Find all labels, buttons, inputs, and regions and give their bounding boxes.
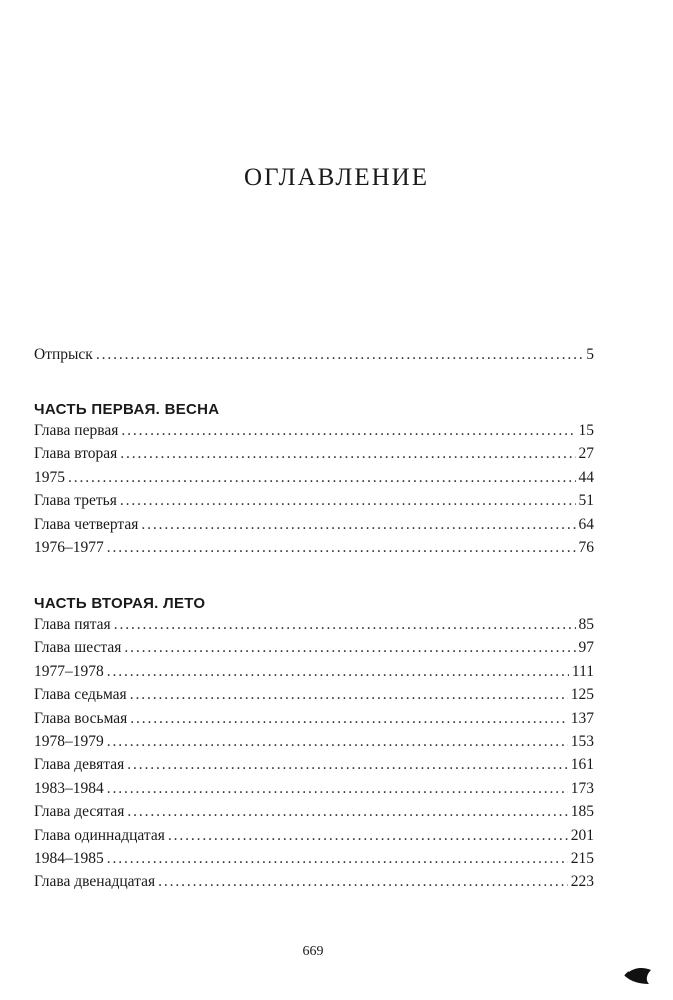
toc-entry[interactable]: [34, 346, 594, 369]
toc-entry-page: 125: [570, 686, 594, 704]
toc-entry-title: 1978–1979: [34, 732, 104, 750]
toc-entry-page: 97: [578, 639, 594, 657]
dot-leader: [168, 827, 568, 845]
toc-intro-section: [34, 346, 594, 369]
toc-entry-page: 64: [578, 515, 594, 533]
dot-leader: [158, 873, 568, 891]
toc-entry-page: 51: [578, 492, 594, 510]
toc-entry[interactable]: [34, 469, 594, 492]
page-curl-icon[interactable]: [623, 964, 653, 986]
toc-entry[interactable]: [34, 516, 594, 539]
page-title: ОГЛАВЛЕНИЕ: [244, 164, 429, 191]
toc-entry[interactable]: [34, 686, 594, 709]
toc-entry-page: 27: [578, 445, 594, 463]
toc-entry[interactable]: [34, 780, 594, 803]
dot-leader: [130, 686, 568, 704]
dot-leader: [107, 850, 568, 868]
toc-entry-page: 44: [578, 468, 594, 486]
toc-entry-page: 5: [586, 346, 594, 363]
toc-entry-title: Глава восьмая: [34, 709, 128, 727]
dot-leader: [114, 616, 576, 634]
toc-entry[interactable]: [34, 850, 594, 873]
toc-entry-title: Глава девятая: [34, 756, 125, 774]
toc-entry[interactable]: [34, 539, 594, 562]
toc-part-one: [34, 398, 594, 562]
toc-entry-title: Глава первая: [34, 422, 119, 439]
toc-entry[interactable]: [34, 445, 594, 468]
toc-entry-page: 111: [571, 662, 594, 680]
toc-entry[interactable]: [34, 873, 594, 896]
toc-entry-page: 161: [570, 756, 594, 774]
toc-entry-title: 1975: [34, 468, 65, 486]
toc-entry[interactable]: [34, 803, 594, 826]
toc-entry-page: 153: [570, 732, 594, 750]
dot-leader: [124, 639, 575, 657]
toc-entry-title: 1976–1977: [34, 538, 104, 556]
toc-entry-title: Глава седьмая: [34, 686, 127, 704]
dot-leader: [141, 516, 575, 534]
page-number: 669: [302, 944, 324, 959]
part-heading: ЧАСТЬ ПЕРВАЯ. ВЕСНА: [34, 401, 220, 418]
dot-leader: [68, 469, 576, 487]
toc-entry[interactable]: [34, 756, 594, 779]
toc-entry-title: Глава двенадцатая: [34, 873, 156, 891]
part-heading: ЧАСТЬ ВТОРАЯ. ЛЕТО: [34, 595, 206, 612]
dot-leader: [96, 346, 583, 364]
toc-entry[interactable]: [34, 710, 594, 733]
dot-leader: [107, 539, 576, 557]
toc-entry-page: 137: [570, 709, 594, 727]
dot-leader: [121, 422, 575, 440]
toc-entry[interactable]: [34, 827, 594, 850]
toc-entry-title: 1983–1984: [34, 779, 104, 797]
toc-entry-title: Глава вторая: [34, 445, 118, 463]
toc-entry-page: 201: [570, 826, 594, 844]
toc-entry-title: 1977–1978: [34, 662, 104, 680]
dot-leader: [120, 492, 576, 510]
toc-entry-title: Отпрыск: [34, 346, 93, 363]
dot-leader: [127, 756, 567, 774]
toc-entry-page: 185: [570, 803, 594, 821]
toc-entry-title: Глава шестая: [34, 639, 122, 657]
toc-entry[interactable]: [34, 663, 594, 686]
toc-entry[interactable]: [34, 422, 594, 445]
toc-entry-title: Глава пятая: [34, 616, 111, 633]
toc-entry[interactable]: [34, 616, 594, 639]
toc-entry-page: 76: [578, 538, 594, 556]
dot-leader: [107, 663, 569, 681]
toc-entry[interactable]: [34, 492, 594, 515]
toc-part-two: [34, 592, 594, 897]
dot-leader: [120, 445, 575, 463]
toc-entry-title: Глава четвертая: [34, 515, 139, 533]
dot-leader: [107, 780, 568, 798]
toc-entry-page: 85: [578, 616, 594, 633]
toc-entry-title: 1984–1985: [34, 849, 104, 867]
toc-entry[interactable]: [34, 733, 594, 756]
toc-entry-title: Глава третья: [34, 492, 117, 510]
toc-entry-page: 15: [578, 422, 594, 439]
toc-entry-title: Глава одиннадцатая: [34, 826, 165, 844]
toc-entry[interactable]: [34, 639, 594, 662]
dot-leader: [130, 710, 567, 728]
toc-entry-page: 215: [570, 849, 594, 867]
toc-entry-page: 223: [570, 873, 594, 891]
dot-leader: [107, 733, 568, 751]
toc-entry-page: 173: [570, 779, 594, 797]
dot-leader: [127, 803, 567, 821]
toc-entry-title: Глава десятая: [34, 803, 125, 821]
